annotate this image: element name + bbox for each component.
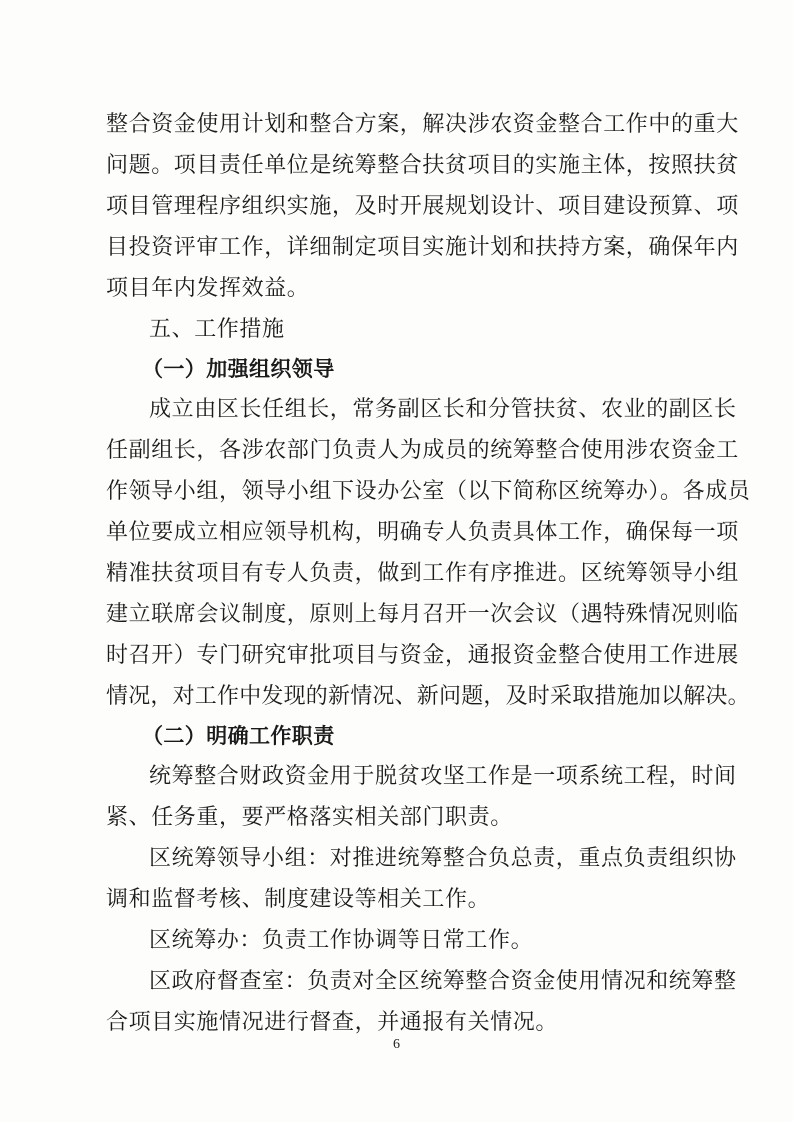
paragraph-line: 成立由区长任组长，常务副区长和分管扶贫、农业的副区长: [149, 397, 737, 422]
paragraph-line: 区统筹领导小组：对推进统筹整合负总责，重点负责组织协: [149, 846, 737, 871]
page-number: 6: [393, 1037, 400, 1052]
paragraph-line: 任副组长，各涉农部门负责人为成员的统筹整合使用涉农资金工: [106, 438, 739, 463]
paragraph-line: 区统筹办：负责工作协调等日常工作。: [149, 928, 534, 953]
paragraph-line: 整合资金使用计划和整合方案，解决涉农资金整合工作中的重大: [106, 112, 739, 137]
paragraph-line: 作领导小组，领导小组下设办公室（以下简称区统筹办）。各成员: [106, 479, 751, 504]
paragraph-line: 调和监督考核、制度建设等相关工作。: [106, 887, 491, 912]
paragraph-line: 合项目实施情况进行督查，并通报有关情况。: [106, 1010, 559, 1035]
paragraph-line: 目投资评审工作，详细制定项目实施计划和扶持方案，确保年内: [106, 235, 739, 260]
paragraph-line: 紧、任务重，要严格落实相关部门职责。: [106, 805, 513, 830]
paragraph-line: 项目管理程序组织实施，及时开展规划设计、项目建设预算、项: [106, 194, 739, 219]
subsection-heading: （一）加强组织领导: [142, 357, 335, 381]
subsection-heading: （二）明确工作职责: [142, 724, 335, 748]
paragraph-line: 时召开）专门研究审批项目与资金，通报资金整合使用工作进展: [106, 643, 739, 668]
paragraph-line: 情况，对工作中发现的新情况、新问题，及时采取措施加以解决。: [106, 684, 750, 709]
section-heading: 五、工作措施: [149, 317, 285, 342]
paragraph-line: 项目年内发挥效益。: [106, 276, 310, 301]
paragraph-line: 精准扶贫项目有专人负责，做到工作有序推进。区统筹领导小组: [106, 561, 739, 586]
paragraph-line: 单位要成立相应领导机构，明确专人负责具体工作，确保每一项: [106, 520, 739, 545]
paragraph-line: 问题。项目责任单位是统筹整合扶贫项目的实施主体，按照扶贫: [106, 153, 739, 178]
paragraph-line: 区政府督查室：负责对全区统筹整合资金使用情况和统筹整: [149, 969, 737, 994]
paragraph-line: 统筹整合财政资金用于脱贫攻坚工作是一项系统工程，时间: [149, 764, 737, 789]
paragraph-line: 建立联席会议制度，原则上每月召开一次会议（遇特殊情况则临: [106, 602, 739, 627]
